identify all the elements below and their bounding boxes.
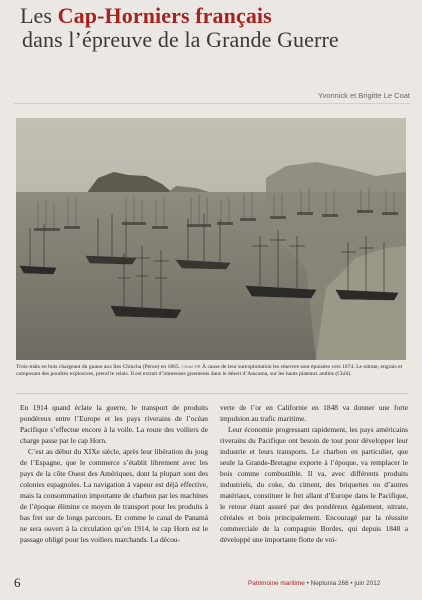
body-column-left [20, 402, 208, 570]
caption-rest: À cause de leur surexploitation les réserves sont épuisées vers 1874. Le nitrate, engrais et composant des poudres explosives, prend le relais. Il est extrait d’immenses gisements dans le désert d’Atacama, sur les hauts plateaux andins (Chili). [16, 364, 403, 378]
title-prefix: Les [20, 3, 58, 28]
article-title [20, 4, 412, 52]
paragraph: En 1914 quand éclate la guerre, le transport de produits pondéreux entre l’Europe et les pays riverains de l’océan Pacifique s’effectue encore à la voile. La route des voiliers de charge passe par le cap Horn. [20, 403, 208, 445]
article-body [20, 402, 408, 570]
title-accent: Cap-Horniers français [57, 3, 272, 28]
paragraph: Leur économie progressant rapidement, les pays américains riverains du Pacifique ont besoin de tout pour développer leur industrie et leurs transports. Le charbon en particulier, que seule la Grande-Bretagne exporte à l’époque, va remplacer le bois comme combustible. Il va, avec différents produits industriels, du coke, du ciment, des briquettes ou d’autres matériaux, constituer le fret allant d’Europe dans le Pacifique, le retour étant assuré par des pondéreux également, nitrate, céréales et bois principalement. Encouragé par la réussite commerciale de la compagnie Bordes, qui depuis 1848 a développé une importante flotte de voi- [220, 425, 408, 544]
magazine-name: Patrimoine maritime [248, 580, 305, 587]
author-divider [14, 103, 410, 104]
caption-credit: Cliché DR [181, 364, 201, 369]
caption-divider [16, 393, 408, 394]
paragraph: C’est au début du XIXe siècle, après leur libération du joug de l’Espagne, que le commerce s’établit librement avec les pays de la côte Ouest des Amériques, dont la plupart sont des colonies espagnoles. La navigation à vapeur est déjà effective, mais la consommation importante de charbon par les machines de l’époque élimine ce moyen de transport pour les produits à bas fret sur de longs parcours. Et comme le canal de Panamá ne sera ouvert à la circulation qu’en 1914, le cap Horn est le passage obligé pour les voiliers marchands. La décou- [20, 447, 208, 544]
photo-caption [16, 363, 408, 379]
paragraph: verte de l’or en Californie en 1848 va donner une forte impulsion au trafic maritime. [220, 403, 408, 423]
caption-main: Trois-mâts en bois chargeant du guano aux îles Chincha (Pérou) en 1865. [16, 364, 181, 370]
harbor-ships-image [16, 118, 406, 360]
article-authors: Yvonnick et Brigitte Le Coat [317, 91, 410, 100]
body-column-right [220, 402, 408, 570]
issue-info: • Neptunia 266 • juin 2012 [304, 580, 381, 587]
historical-photo [16, 118, 406, 360]
publication-info [248, 580, 380, 587]
title-line2: dans l’épreuve de la Grande Guerre [22, 27, 339, 52]
page-number: 6 [14, 575, 21, 590]
